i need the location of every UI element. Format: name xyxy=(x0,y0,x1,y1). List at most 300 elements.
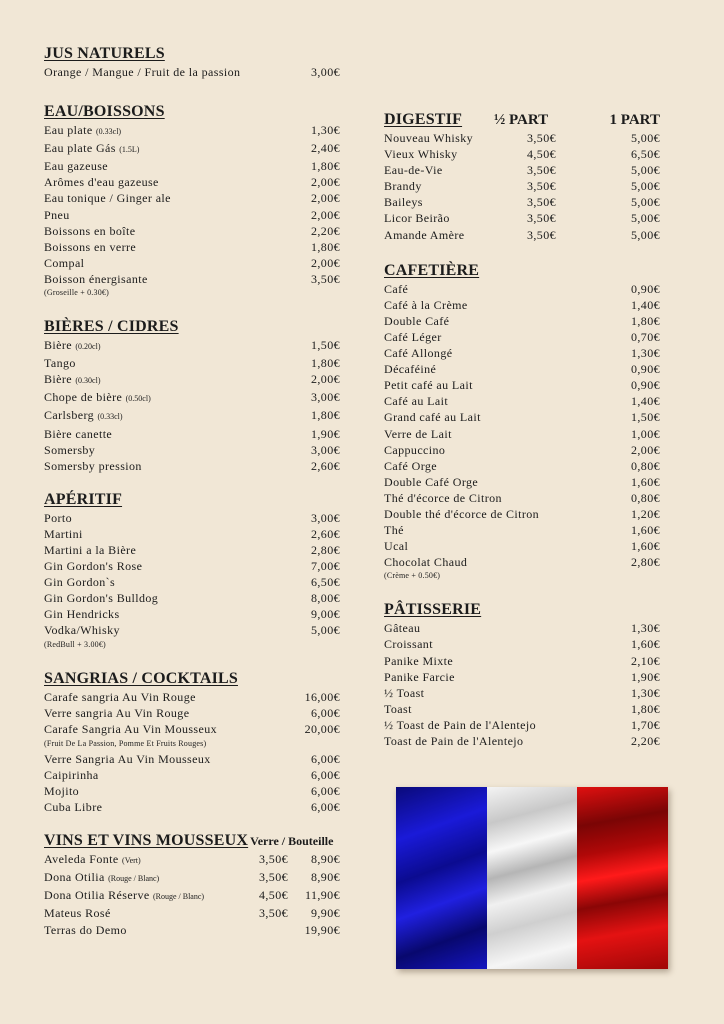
menu-item xyxy=(384,474,660,490)
item-label: Double Café xyxy=(384,313,450,328)
item-price: 1,80€ xyxy=(311,159,340,174)
half-price: 4,50€ xyxy=(527,147,556,162)
menu-item xyxy=(384,313,660,329)
menu-item xyxy=(384,442,660,458)
section-title: SANGRIAS / COCKTAILS xyxy=(44,669,238,687)
item-price: 6,00€ xyxy=(311,767,340,782)
section-title: PÂTISSERIE xyxy=(384,601,482,619)
item-name xyxy=(44,869,244,887)
item-price: 2,80€ xyxy=(631,555,660,570)
item-label: Thé xyxy=(384,523,404,538)
section-title: JUS NATURELS xyxy=(44,45,165,62)
item-price: 3,00€ xyxy=(311,390,340,405)
item-label: ½ Toast de Pain de l'Alentejo xyxy=(384,717,537,732)
item-name: Nouveau Whisky xyxy=(384,131,474,145)
section-eau-boissons xyxy=(44,102,340,299)
item-label: Bière xyxy=(44,372,76,387)
item-price: 1,60€ xyxy=(631,523,660,538)
item-name xyxy=(44,526,300,542)
menu-item xyxy=(44,64,340,80)
digestif-item xyxy=(384,130,660,146)
item-name: Baileys xyxy=(384,195,423,210)
item-label: Eau tonique / Ginger ale xyxy=(44,191,171,206)
item-price: 1,80€ xyxy=(631,313,660,328)
item-price: 1,00€ xyxy=(631,426,660,441)
item-price: 2,60€ xyxy=(311,458,340,473)
menu-item xyxy=(44,371,340,389)
item-size: (0.33cl) xyxy=(97,412,123,422)
menu-item xyxy=(384,345,660,361)
item-price: 1,30€ xyxy=(631,346,660,361)
item-name xyxy=(44,705,300,721)
item-name xyxy=(384,281,620,297)
menu-item xyxy=(44,721,340,737)
bottle-price: 11,90€ xyxy=(305,888,340,903)
item-price: 0,80€ xyxy=(631,458,660,473)
menu-item xyxy=(384,733,660,749)
menu-item xyxy=(44,190,340,206)
item-name xyxy=(44,574,300,590)
menu-item xyxy=(44,689,340,705)
item-label: Terras do Demo xyxy=(44,922,127,937)
item-name xyxy=(44,851,244,869)
item-name xyxy=(384,490,620,506)
item-label: Boisson énergisante xyxy=(44,271,148,286)
item-price: 8,00€ xyxy=(311,591,340,606)
menu-item xyxy=(44,389,340,407)
half-price: 3,50€ xyxy=(527,195,556,210)
item-price: 1,60€ xyxy=(631,474,660,489)
item-price: 16,00€ xyxy=(304,689,340,704)
section-title: DIGESTIF xyxy=(384,111,463,128)
item-name xyxy=(384,393,620,409)
item-label: Verre Sangria Au Vin Mousseux xyxy=(44,751,211,766)
item-price: 7,00€ xyxy=(311,559,340,574)
digestif-item xyxy=(384,146,660,162)
item-label: Gin Gordon`s xyxy=(44,575,116,590)
item-label: Café Orge xyxy=(384,458,438,473)
item-name xyxy=(44,922,244,938)
item-label: Eau gazeuse xyxy=(44,159,109,174)
menu-item xyxy=(44,558,340,574)
menu-item xyxy=(384,281,660,297)
item-name xyxy=(44,622,300,638)
item-name: Vieux Whisky xyxy=(384,147,458,162)
item-price: 2,00€ xyxy=(631,442,660,457)
item-label: Carafe Sangria Au Vin Mousseux xyxy=(44,721,218,736)
wine-column-header: Verre / Bouteille xyxy=(250,834,334,849)
item-label: Bière xyxy=(44,338,76,353)
section-cafetiere xyxy=(384,261,660,583)
item-label: Thé d'écorce de Citron xyxy=(384,490,502,505)
flag-stripe-red xyxy=(577,787,668,969)
bottle-price: 9,90€ xyxy=(311,906,340,921)
item-name xyxy=(44,140,300,158)
item-label: Café au Lait xyxy=(384,394,449,409)
item-note: (Groseille + 0.30€) xyxy=(44,288,109,298)
menu-item xyxy=(384,377,660,393)
item-price: 20,00€ xyxy=(304,721,340,736)
item-price: 2,00€ xyxy=(311,372,340,387)
wine-item xyxy=(44,869,340,887)
item-name xyxy=(44,689,300,705)
item-price: 6,00€ xyxy=(311,705,340,720)
item-price: 1,70€ xyxy=(631,717,660,732)
glass-price: 4,50€ xyxy=(259,888,288,903)
item-label: Cuba Libre xyxy=(44,800,103,815)
item-label: Martini a la Bière xyxy=(44,542,137,557)
item-name xyxy=(384,636,620,652)
item-name xyxy=(384,506,620,522)
section-title: BIÈRES / CIDRES xyxy=(44,318,179,336)
item-label: Café xyxy=(384,281,409,296)
section-title: APÉRITIF xyxy=(44,490,123,508)
item-note: (RedBull + 3.00€) xyxy=(44,639,106,649)
item-price: 1,80€ xyxy=(311,408,340,423)
item-price: 3,50€ xyxy=(311,271,340,286)
menu-item xyxy=(44,355,340,371)
wine-item xyxy=(44,905,340,921)
item-label: Aveleda Fonte xyxy=(44,852,123,867)
item-price: 1,90€ xyxy=(631,669,660,684)
item-name xyxy=(44,442,300,458)
section-title: VINS ET VINS MOUSSEUX xyxy=(44,832,249,850)
glass-price: 3,50€ xyxy=(259,870,288,885)
menu-item xyxy=(384,426,660,442)
wine-item xyxy=(44,851,340,869)
menu-item xyxy=(384,522,660,538)
item-label: Café Allongé xyxy=(384,346,453,361)
item-size: (0.20cl) xyxy=(75,342,101,352)
item-name xyxy=(384,345,620,361)
full-price: 5,00€ xyxy=(631,195,660,210)
item-name: Licor Beirão xyxy=(384,211,450,226)
item-name xyxy=(44,767,300,783)
menu-item xyxy=(44,207,340,223)
item-size: (Rouge / Blanc) xyxy=(152,892,205,902)
item-price: 3,00€ xyxy=(311,65,340,79)
item-label: Eau plate xyxy=(44,123,96,138)
item-price: 0,90€ xyxy=(631,281,660,296)
digestif-item xyxy=(384,227,660,243)
item-price: 2,00€ xyxy=(311,207,340,222)
section-patisserie xyxy=(384,600,660,749)
menu-item xyxy=(384,409,660,425)
item-price: 1,80€ xyxy=(311,356,340,371)
item-label: Petit café au Lait xyxy=(384,378,473,393)
item-name xyxy=(44,783,300,799)
bottle-price: 19,90€ xyxy=(304,922,340,937)
item-price: 2,20€ xyxy=(311,223,340,238)
item-size: (0.33cl) xyxy=(95,127,122,137)
half-price: 3,50€ xyxy=(527,131,556,145)
section-vins xyxy=(44,831,340,937)
item-label: Gâteau xyxy=(384,621,421,636)
item-name xyxy=(44,606,300,622)
full-part-header: 1 PART xyxy=(609,112,660,128)
item-price: 1,40€ xyxy=(631,394,660,409)
item-name xyxy=(44,887,244,905)
item-price: 6,00€ xyxy=(311,784,340,798)
item-name xyxy=(44,799,300,815)
item-name xyxy=(384,717,620,733)
item-name xyxy=(44,458,300,474)
item-label: Gin Gordon's Rose xyxy=(44,559,143,574)
item-label: Double Café Orge xyxy=(384,474,479,489)
item-note: (Fruit De La Passion, Pomme Et Fruits Rouges) xyxy=(44,738,207,748)
item-price: 1,60€ xyxy=(631,637,660,652)
menu-item xyxy=(44,407,340,425)
menu-item xyxy=(44,442,340,458)
item-label: Gin Hendricks xyxy=(44,607,120,622)
menu-item xyxy=(44,783,340,799)
half-price: 3,50€ xyxy=(527,211,556,226)
section-sangrias-cocktails xyxy=(44,669,340,816)
item-note: (Crème + 0.50€) xyxy=(384,571,441,581)
item-name xyxy=(384,361,620,377)
menu-item xyxy=(384,329,660,345)
item-price: 0,80€ xyxy=(631,490,660,505)
item-price: 1,50€ xyxy=(631,410,660,425)
item-name xyxy=(44,239,300,255)
item-price: 6,50€ xyxy=(311,575,340,590)
menu-item xyxy=(44,510,340,526)
section-title: CAFETIÈRE xyxy=(384,261,480,279)
item-price: 2,80€ xyxy=(311,542,340,557)
menu-right-column xyxy=(384,110,660,769)
item-name xyxy=(384,653,620,669)
wine-item xyxy=(44,887,340,905)
item-label: ½ Toast xyxy=(384,685,425,700)
menu-item xyxy=(44,751,340,767)
item-name xyxy=(384,458,620,474)
item-label: Boissons en verre xyxy=(44,239,137,254)
section-bieres-cidres xyxy=(44,317,340,474)
menu-item xyxy=(44,122,340,140)
full-price: 5,00€ xyxy=(631,163,660,178)
item-label: Cappuccino xyxy=(384,442,446,457)
menu-item xyxy=(44,174,340,190)
menu-item xyxy=(384,717,660,733)
menu-item xyxy=(44,158,340,174)
item-label: Croissant xyxy=(384,637,433,652)
item-name xyxy=(44,122,300,140)
menu-item xyxy=(44,799,340,815)
item-label: Porto xyxy=(44,510,73,525)
item-name xyxy=(384,426,620,442)
item-price: 1,30€ xyxy=(311,123,340,138)
menu-item xyxy=(44,622,340,638)
item-price: 0,90€ xyxy=(631,362,660,377)
item-price: 0,70€ xyxy=(631,329,660,344)
menu-item xyxy=(44,223,340,239)
item-name xyxy=(44,174,300,190)
item-price: 1,90€ xyxy=(311,426,340,441)
glass-price: 3,50€ xyxy=(259,852,288,867)
item-price: 1,20€ xyxy=(631,506,660,521)
digestif-header xyxy=(384,110,660,130)
item-price: 6,00€ xyxy=(311,751,340,766)
menu-item xyxy=(384,554,660,570)
item-name xyxy=(44,207,300,223)
full-price: 5,00€ xyxy=(631,179,660,194)
menu-item xyxy=(44,606,340,622)
item-name xyxy=(384,313,620,329)
item-label: Panike Farcie xyxy=(384,669,455,684)
item-name xyxy=(44,64,300,80)
menu-item xyxy=(384,506,660,522)
item-name xyxy=(384,442,620,458)
item-label: Ucal xyxy=(384,539,409,554)
item-name xyxy=(384,620,620,636)
item-name xyxy=(44,905,244,921)
menu-item xyxy=(44,526,340,542)
item-size: (0.50cl) xyxy=(125,394,151,404)
menu-item xyxy=(44,590,340,606)
item-price: 0,90€ xyxy=(631,378,660,393)
item-label: Somersby xyxy=(44,442,96,457)
item-name xyxy=(384,409,620,425)
item-label: Verre de Lait xyxy=(384,426,452,441)
bottle-price: 8,90€ xyxy=(311,852,340,867)
menu-item xyxy=(384,538,660,554)
item-name xyxy=(384,297,620,313)
bottle-price: 8,90€ xyxy=(311,870,340,885)
item-name xyxy=(384,474,620,490)
item-price: 2,40€ xyxy=(311,141,340,156)
item-label: Tango xyxy=(44,356,76,371)
item-label: Panike Mixte xyxy=(384,653,454,668)
item-label: Arômes d'eau gazeuse xyxy=(44,175,159,190)
item-price: 1,80€ xyxy=(631,701,660,716)
item-size: (1.5L) xyxy=(119,145,140,155)
digestif-item xyxy=(384,194,660,210)
full-price: 6,50€ xyxy=(631,147,660,162)
digestif-item xyxy=(384,162,660,178)
glass-price: 3,50€ xyxy=(259,906,288,921)
item-size: (0.30cl) xyxy=(75,376,101,386)
item-label: Bière canette xyxy=(44,426,113,441)
menu-item xyxy=(44,705,340,721)
item-name xyxy=(384,733,620,749)
item-name xyxy=(384,522,620,538)
item-label: Boissons en boîte xyxy=(44,223,136,238)
item-name xyxy=(384,685,620,701)
item-price: 2,60€ xyxy=(311,526,340,541)
item-name xyxy=(384,554,620,570)
item-price: 5,00€ xyxy=(311,623,340,638)
item-price: 1,80€ xyxy=(311,239,340,254)
item-label: Café à la Crème xyxy=(384,297,468,312)
item-name xyxy=(384,538,620,554)
item-price: 1,60€ xyxy=(631,539,660,554)
half-price: 3,50€ xyxy=(527,227,556,242)
item-name xyxy=(384,329,620,345)
section-title: EAU/BOISSONS xyxy=(44,103,165,121)
item-price: 2,00€ xyxy=(311,175,340,190)
item-label: Double thé d'écorce de Citron xyxy=(384,506,540,521)
section-jus-naturels xyxy=(44,44,340,80)
item-name xyxy=(44,223,300,239)
digestif-item xyxy=(384,210,660,226)
menu-item xyxy=(384,653,660,669)
item-name xyxy=(44,190,300,206)
section-aperitif xyxy=(44,490,340,651)
item-name xyxy=(44,542,300,558)
item-price: 2,20€ xyxy=(631,734,660,748)
item-name xyxy=(44,426,300,442)
item-label: Carlsberg xyxy=(44,408,98,423)
item-label: Mojito xyxy=(44,784,80,798)
menu-item xyxy=(44,140,340,158)
item-label: Toast xyxy=(384,701,412,716)
item-label: Somersby pression xyxy=(44,458,142,473)
item-price: 1,40€ xyxy=(631,297,660,312)
item-name xyxy=(44,158,300,174)
item-label: Vodka/Whisky xyxy=(44,623,120,638)
item-size: (Rouge / Blanc) xyxy=(108,874,160,884)
half-part-header: ½ PART xyxy=(494,112,549,128)
menu-item xyxy=(44,337,340,355)
item-name xyxy=(44,337,300,355)
section-digestif xyxy=(384,110,660,243)
item-label: Dona Otilia Réserve xyxy=(44,888,153,903)
item-label: Dona Otilia xyxy=(44,870,109,885)
item-size: (Vert) xyxy=(122,856,141,866)
menu-item xyxy=(384,458,660,474)
item-price: 2,00€ xyxy=(311,191,340,206)
item-label: Mateus Rosé xyxy=(44,906,111,921)
item-price: 3,00€ xyxy=(311,442,340,457)
item-name xyxy=(44,355,300,371)
full-price: 5,00€ xyxy=(631,131,660,145)
item-label: Décaféiné xyxy=(384,362,437,377)
item-label: Café Léger xyxy=(384,329,442,344)
item-name xyxy=(44,558,300,574)
item-price: 1,50€ xyxy=(311,338,340,353)
item-label: Caipirinha xyxy=(44,767,99,782)
half-price: 3,50€ xyxy=(527,163,556,178)
item-label: Compal xyxy=(44,255,85,270)
item-label: Orange / Mangue / Fruit de la passion xyxy=(44,65,241,79)
menu-item xyxy=(384,490,660,506)
digestif-item xyxy=(384,178,660,194)
item-label: Verre sangria Au Vin Rouge xyxy=(44,705,190,720)
item-label: Grand café au Lait xyxy=(384,410,481,425)
item-price: 3,00€ xyxy=(311,510,340,525)
item-label: Carafe sangria Au Vin Rouge xyxy=(44,689,196,704)
menu-item xyxy=(384,620,660,636)
menu-left-column xyxy=(44,44,340,958)
item-label: Chope de bière xyxy=(44,390,126,405)
item-price: 6,00€ xyxy=(311,800,340,815)
menu-item xyxy=(44,767,340,783)
full-price: 5,00€ xyxy=(631,227,660,242)
item-name xyxy=(44,271,300,287)
wine-header xyxy=(44,831,340,851)
item-name xyxy=(44,255,300,271)
menu-item xyxy=(384,685,660,701)
flag-stripe-blue xyxy=(396,787,487,969)
item-name: Brandy xyxy=(384,179,422,194)
item-price: 2,10€ xyxy=(631,653,660,668)
item-name xyxy=(384,377,620,393)
menu-item xyxy=(44,271,340,287)
menu-item xyxy=(44,574,340,590)
item-name xyxy=(44,721,300,737)
item-name xyxy=(384,669,620,685)
item-price: 1,30€ xyxy=(631,621,660,636)
